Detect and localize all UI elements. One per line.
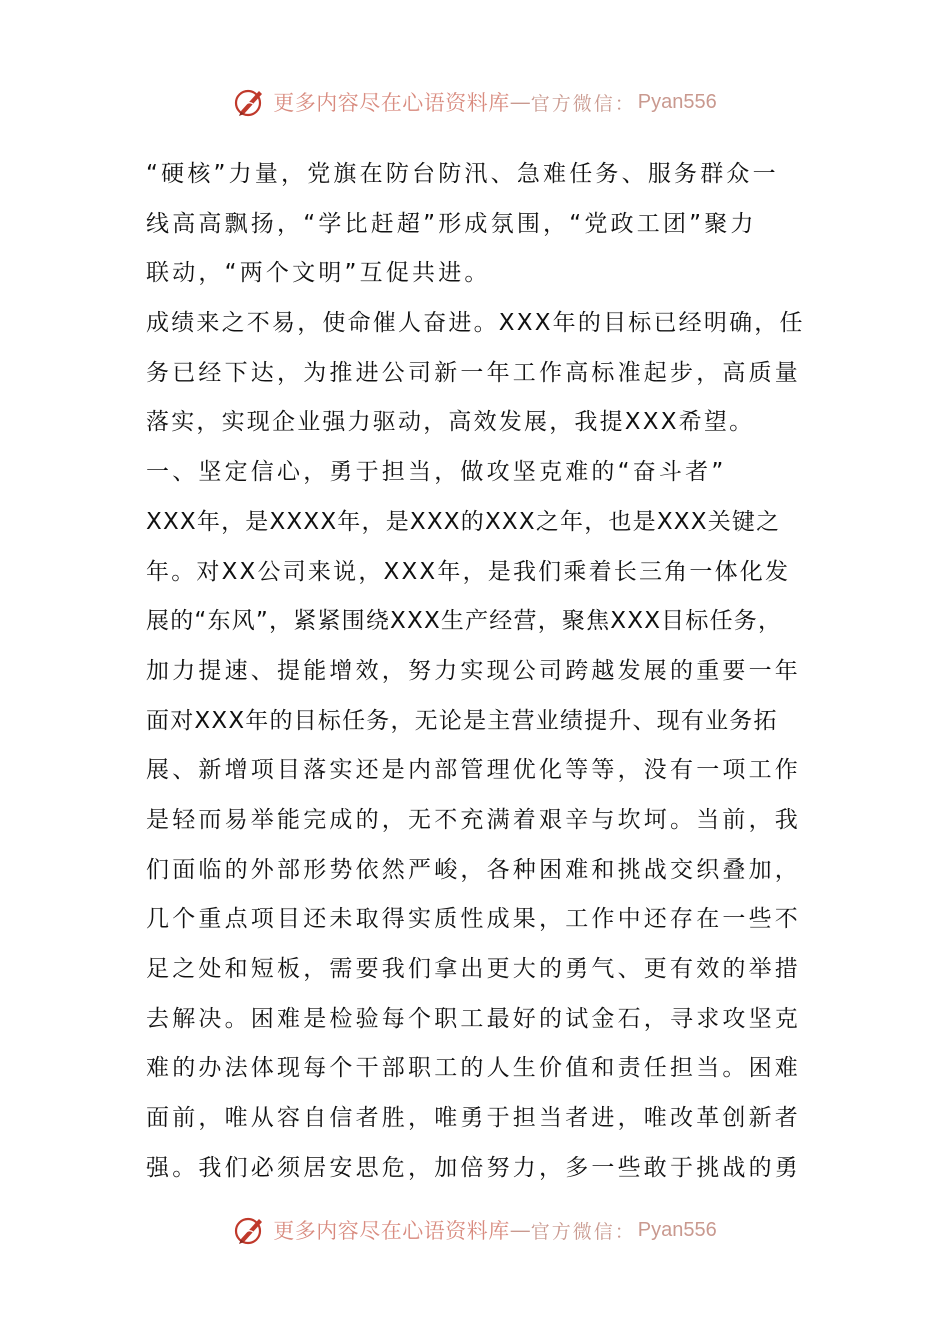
body-line: 是轻而易举能完成的，无不充满着艰辛与坎坷。当前，我 — [146, 806, 801, 833]
header-watermark-banner — [0, 82, 950, 122]
body-line: 务已经下达，为推进公司新一年工作高标准起步，高质量 — [146, 359, 801, 386]
body-line: 去解决。困难是检验每个职工最好的试金石，寻求攻坚克 — [146, 1005, 801, 1032]
body-line: 足之处和短板，需要我们拿出更大的勇气、更有效的举措 — [146, 956, 801, 982]
section-heading: 一、坚定信心，勇于担当，做攻坚克难的“奋斗者” — [146, 459, 727, 486]
body-line: 年。对XX公司来说，XXX年，是我们乘着长三角一体化发 — [146, 558, 791, 585]
banner-dash: — — [509, 90, 531, 114]
body-line: 展、新增项目落实还是内部管理优化等等，没有一项工作 — [146, 757, 801, 784]
body-line: 联动，“两个文明”互促共进。 — [146, 260, 491, 287]
banner-wechat-id: Pyan556 — [637, 90, 717, 113]
body-line: 们面临的外部形势依然严峻，各种困难和挑战交织叠加， — [146, 856, 801, 883]
document-body — [146, 150, 811, 1193]
banner-text: 更多内容尽在心语资料库 — [273, 1219, 510, 1243]
body-line: “硬核”力量，党旗在防台防汛、急难任务、服务群众一 — [146, 161, 779, 187]
body-line: 面前，唯从容自信者胜，唯勇于担当者进，唯改革创新者 — [146, 1105, 801, 1132]
body-line: 加力提速、提能增效，努力实现公司跨越发展的重要一年 — [146, 657, 801, 684]
body-line: 线高高飘扬，“学比赶超”形成氛围，“党政工团”聚力 — [146, 210, 757, 237]
body-line: 面对XXX年的目标任务，无论是主营业绩提升、现有业务拓 — [146, 707, 778, 734]
footer-watermark-banner — [0, 1210, 950, 1250]
banner-wechat-label: 官方微信： — [530, 1220, 636, 1243]
body-line: 几个重点项目还未取得实质性成果，工作中还存在一些不 — [146, 906, 801, 933]
banner-dash: — — [509, 1218, 531, 1242]
pen-circle-icon — [233, 85, 267, 119]
banner-wechat-label: 官方微信： — [530, 92, 636, 115]
body-line: 强。我们必须居安思危，加倍努力，多一些敢于挑战的勇 — [146, 1154, 801, 1181]
body-line: 展的“东风”，紧紧围绕XXX生产经营，聚焦XXX目标任务， — [146, 608, 783, 635]
body-line: 落实，实现企业强力驱动，高效发展，我提XXX希望。 — [146, 409, 755, 436]
banner-text: 更多内容尽在心语资料库 — [273, 91, 510, 115]
body-line: 成绩来之不易，使命催人奋进。XXX年的目标已经明确，任 — [146, 310, 805, 337]
pen-circle-icon — [233, 1213, 267, 1247]
body-line: XXX年，是XXXX年，是XXX的XXX之年，也是XXX关键之 — [146, 508, 781, 535]
banner-wechat-id: Pyan556 — [637, 1218, 717, 1241]
body-line: 难的办法体现每个干部职工的人生价值和责任担当。困难 — [146, 1055, 801, 1082]
